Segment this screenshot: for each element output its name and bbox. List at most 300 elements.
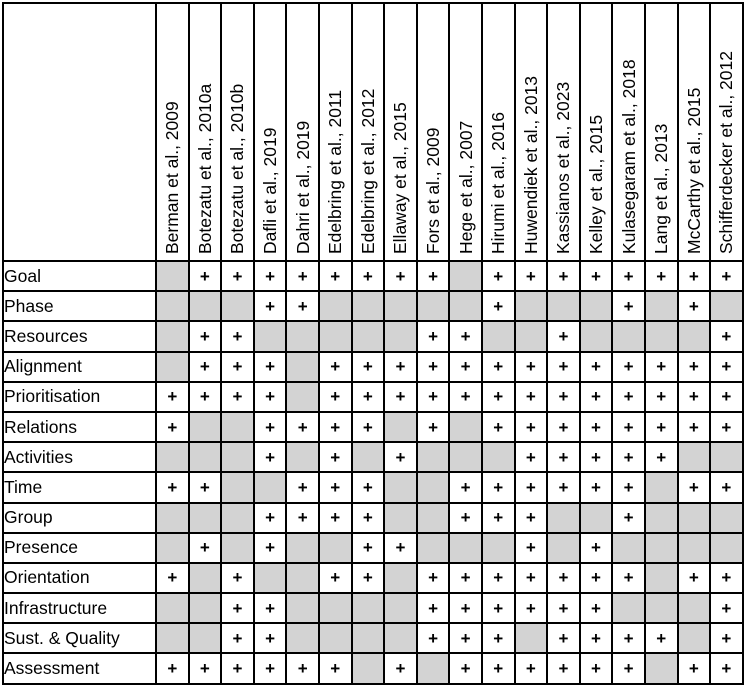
feature-absent-cell	[547, 503, 580, 533]
feature-present-cell: +	[417, 352, 450, 382]
row-label: Infrastructure	[3, 593, 156, 623]
feature-present-cell: +	[352, 412, 385, 442]
column-header	[580, 3, 613, 261]
feature-absent-cell	[319, 321, 352, 351]
column-header-label: Fors et al., 2009	[423, 127, 444, 254]
column-header	[547, 3, 580, 261]
feature-present-cell: +	[612, 412, 645, 442]
feature-present-cell: +	[319, 442, 352, 472]
feature-absent-cell	[156, 291, 189, 321]
feature-present-cell: +	[221, 593, 254, 623]
feature-present-cell: +	[612, 623, 645, 653]
feature-present-cell: +	[645, 352, 678, 382]
feature-absent-cell	[286, 593, 319, 623]
row-label: Resources	[3, 321, 156, 351]
column-header-label: Dafli et al., 2019	[260, 127, 281, 254]
feature-present-cell: +	[221, 382, 254, 412]
feature-present-cell: +	[384, 382, 417, 412]
feature-absent-cell	[515, 291, 548, 321]
feature-present-cell: +	[254, 593, 287, 623]
feature-absent-cell	[286, 382, 319, 412]
column-header-row	[3, 3, 743, 261]
feature-absent-cell	[286, 352, 319, 382]
feature-present-cell: +	[417, 412, 450, 442]
feature-present-cell: +	[189, 382, 222, 412]
feature-present-cell: +	[449, 472, 482, 502]
feature-present-cell: +	[515, 503, 548, 533]
feature-present-cell: +	[221, 321, 254, 351]
feature-present-cell: +	[417, 593, 450, 623]
feature-absent-cell	[286, 321, 319, 351]
feature-present-cell: +	[352, 533, 385, 563]
feature-present-cell: +	[449, 352, 482, 382]
feature-present-cell: +	[482, 352, 515, 382]
feature-present-cell: +	[515, 382, 548, 412]
feature-absent-cell	[612, 321, 645, 351]
feature-absent-cell	[286, 563, 319, 593]
column-header-label: Botezatu et al., 2010a	[194, 83, 215, 254]
row-label: Assessment	[3, 653, 156, 683]
feature-present-cell: +	[221, 653, 254, 683]
feature-present-cell: +	[580, 442, 613, 472]
feature-absent-cell	[449, 533, 482, 563]
feature-present-cell: +	[254, 352, 287, 382]
feature-absent-cell	[678, 593, 711, 623]
feature-absent-cell	[221, 412, 254, 442]
feature-present-cell: +	[449, 321, 482, 351]
feature-absent-cell	[710, 291, 743, 321]
feature-present-cell: +	[547, 382, 580, 412]
feature-absent-cell	[384, 291, 417, 321]
feature-present-cell: +	[156, 653, 189, 683]
feature-present-cell: +	[319, 352, 352, 382]
feature-present-cell: +	[286, 261, 319, 291]
feature-absent-cell	[189, 291, 222, 321]
feature-present-cell: +	[482, 653, 515, 683]
feature-absent-cell	[417, 472, 450, 502]
feature-present-cell: +	[319, 412, 352, 442]
feature-present-cell: +	[547, 563, 580, 593]
column-header-label: Kassianos et al., 2023	[553, 81, 574, 254]
table-row	[3, 261, 743, 291]
feature-present-cell: +	[254, 291, 287, 321]
feature-absent-cell	[710, 533, 743, 563]
feature-present-cell: +	[417, 563, 450, 593]
feature-present-cell: +	[221, 563, 254, 593]
feature-present-cell: +	[449, 653, 482, 683]
feature-present-cell: +	[645, 442, 678, 472]
feature-present-cell: +	[449, 563, 482, 593]
feature-present-cell: +	[547, 261, 580, 291]
feature-absent-cell	[482, 533, 515, 563]
feature-absent-cell	[580, 503, 613, 533]
feature-absent-cell	[286, 533, 319, 563]
column-header	[515, 3, 548, 261]
feature-present-cell: +	[547, 321, 580, 351]
column-header-label: Ellaway et al., 2015	[390, 102, 411, 254]
feature-present-cell: +	[547, 472, 580, 502]
column-header-label: Dahri et al., 2019	[292, 120, 313, 254]
feature-absent-cell	[189, 412, 222, 442]
column-header	[352, 3, 385, 261]
feature-present-cell: +	[449, 593, 482, 623]
feature-present-cell: +	[319, 653, 352, 683]
feature-absent-cell	[319, 291, 352, 321]
feature-present-cell: +	[221, 261, 254, 291]
feature-absent-cell	[286, 442, 319, 472]
feature-present-cell: +	[710, 352, 743, 382]
feature-present-cell: +	[286, 653, 319, 683]
feature-absent-cell	[384, 472, 417, 502]
feature-present-cell: +	[678, 472, 711, 502]
feature-absent-cell	[352, 291, 385, 321]
feature-absent-cell	[645, 563, 678, 593]
table-row	[3, 412, 743, 442]
feature-present-cell: +	[384, 533, 417, 563]
table-row	[3, 472, 743, 502]
table-row	[3, 623, 743, 653]
column-header-label: Huwendiek et al., 2013	[520, 75, 541, 254]
feature-absent-cell	[254, 563, 287, 593]
feature-present-cell: +	[710, 412, 743, 442]
feature-present-cell: +	[189, 472, 222, 502]
feature-absent-cell	[482, 321, 515, 351]
feature-present-cell: +	[221, 623, 254, 653]
feature-present-cell: +	[352, 352, 385, 382]
feature-absent-cell	[580, 291, 613, 321]
table-row	[3, 321, 743, 351]
feature-present-cell: +	[710, 261, 743, 291]
feature-absent-cell	[189, 593, 222, 623]
feature-present-cell: +	[417, 382, 450, 412]
feature-absent-cell	[417, 503, 450, 533]
column-header-label: Botezatu et al., 2010b	[227, 83, 248, 254]
column-header	[417, 3, 450, 261]
feature-present-cell: +	[286, 472, 319, 502]
feature-absent-cell	[678, 321, 711, 351]
feature-absent-cell	[710, 503, 743, 533]
feature-present-cell: +	[678, 382, 711, 412]
feature-absent-cell	[352, 623, 385, 653]
feature-present-cell: +	[254, 261, 287, 291]
feature-present-cell: +	[254, 442, 287, 472]
study-feature-matrix	[2, 2, 744, 685]
table-row	[3, 352, 743, 382]
feature-absent-cell	[156, 352, 189, 382]
feature-absent-cell	[189, 563, 222, 593]
feature-present-cell: +	[286, 412, 319, 442]
feature-absent-cell	[515, 623, 548, 653]
feature-absent-cell	[156, 503, 189, 533]
row-label: Prioritisation	[3, 382, 156, 412]
feature-absent-cell	[547, 291, 580, 321]
feature-present-cell: +	[482, 563, 515, 593]
feature-present-cell: +	[580, 593, 613, 623]
feature-absent-cell	[156, 623, 189, 653]
feature-present-cell: +	[189, 352, 222, 382]
feature-absent-cell	[384, 593, 417, 623]
feature-absent-cell	[156, 533, 189, 563]
feature-present-cell: +	[580, 653, 613, 683]
column-header-label: McCarthy et al., 2015	[683, 87, 704, 254]
feature-present-cell: +	[319, 503, 352, 533]
feature-present-cell: +	[515, 653, 548, 683]
feature-present-cell: +	[156, 472, 189, 502]
feature-absent-cell	[449, 442, 482, 472]
feature-present-cell: +	[286, 503, 319, 533]
column-header	[645, 3, 678, 261]
feature-present-cell: +	[580, 623, 613, 653]
feature-present-cell: +	[580, 533, 613, 563]
feature-absent-cell	[678, 533, 711, 563]
feature-present-cell: +	[580, 261, 613, 291]
feature-present-cell: +	[286, 291, 319, 321]
feature-present-cell: +	[156, 382, 189, 412]
feature-absent-cell	[156, 442, 189, 472]
feature-absent-cell	[612, 593, 645, 623]
feature-absent-cell	[417, 442, 450, 472]
column-header-label: Edelbring et al., 2011	[325, 89, 346, 254]
feature-absent-cell	[515, 321, 548, 351]
feature-present-cell: +	[189, 261, 222, 291]
feature-present-cell: +	[221, 352, 254, 382]
feature-absent-cell	[319, 593, 352, 623]
feature-present-cell: +	[515, 472, 548, 502]
feature-absent-cell	[645, 653, 678, 683]
feature-present-cell: +	[612, 291, 645, 321]
feature-present-cell: +	[352, 472, 385, 502]
column-header-label: Hege et al., 2007	[455, 120, 476, 254]
row-label: Goal	[3, 261, 156, 291]
feature-absent-cell	[645, 291, 678, 321]
feature-absent-cell	[645, 593, 678, 623]
feature-present-cell: +	[156, 412, 189, 442]
feature-present-cell: +	[449, 503, 482, 533]
feature-present-cell: +	[352, 261, 385, 291]
feature-absent-cell	[384, 623, 417, 653]
table-row	[3, 442, 743, 472]
feature-present-cell: +	[580, 563, 613, 593]
table-row	[3, 653, 743, 683]
feature-present-cell: +	[449, 623, 482, 653]
feature-present-cell: +	[384, 653, 417, 683]
feature-present-cell: +	[254, 533, 287, 563]
feature-present-cell: +	[515, 412, 548, 442]
feature-present-cell: +	[352, 503, 385, 533]
column-header	[286, 3, 319, 261]
feature-present-cell: +	[580, 352, 613, 382]
row-label: Orientation	[3, 563, 156, 593]
feature-present-cell: +	[612, 261, 645, 291]
feature-absent-cell	[384, 503, 417, 533]
feature-present-cell: +	[254, 382, 287, 412]
feature-present-cell: +	[612, 472, 645, 502]
feature-present-cell: +	[482, 382, 515, 412]
feature-absent-cell	[612, 533, 645, 563]
feature-absent-cell	[678, 503, 711, 533]
feature-absent-cell	[319, 533, 352, 563]
feature-present-cell: +	[319, 472, 352, 502]
feature-absent-cell	[254, 472, 287, 502]
feature-absent-cell	[645, 533, 678, 563]
feature-absent-cell	[352, 442, 385, 472]
feature-present-cell: +	[547, 623, 580, 653]
row-label: Alignment	[3, 352, 156, 382]
feature-present-cell: +	[612, 382, 645, 412]
row-label: Group	[3, 503, 156, 533]
feature-absent-cell	[189, 442, 222, 472]
feature-present-cell: +	[319, 563, 352, 593]
feature-present-cell: +	[482, 503, 515, 533]
column-header	[319, 3, 352, 261]
feature-absent-cell	[319, 623, 352, 653]
feature-present-cell: +	[254, 623, 287, 653]
feature-present-cell: +	[612, 653, 645, 683]
feature-present-cell: +	[189, 653, 222, 683]
feature-present-cell: +	[678, 412, 711, 442]
feature-present-cell: +	[710, 593, 743, 623]
feature-present-cell: +	[678, 563, 711, 593]
feature-present-cell: +	[612, 563, 645, 593]
feature-present-cell: +	[710, 382, 743, 412]
feature-absent-cell	[352, 321, 385, 351]
feature-present-cell: +	[710, 321, 743, 351]
row-label: Time	[3, 472, 156, 502]
table-row	[3, 291, 743, 321]
column-header	[710, 3, 743, 261]
column-header-label: Edelbring et al., 2012	[357, 88, 378, 254]
feature-present-cell: +	[189, 321, 222, 351]
column-header-label: Hirumi et al., 2016	[488, 111, 509, 254]
feature-absent-cell	[384, 563, 417, 593]
feature-present-cell: +	[515, 442, 548, 472]
feature-absent-cell	[156, 261, 189, 291]
table-row	[3, 563, 743, 593]
column-header-label: Berman et al., 2009	[162, 101, 183, 254]
feature-present-cell: +	[352, 563, 385, 593]
column-header	[449, 3, 482, 261]
column-header-label: Lang et al., 2013	[651, 123, 672, 254]
feature-present-cell: +	[254, 653, 287, 683]
table-row	[3, 533, 743, 563]
table-row	[3, 503, 743, 533]
feature-present-cell: +	[482, 623, 515, 653]
feature-absent-cell	[221, 503, 254, 533]
feature-present-cell: +	[645, 261, 678, 291]
corner-cell	[3, 3, 156, 261]
feature-absent-cell	[221, 291, 254, 321]
feature-present-cell: +	[189, 533, 222, 563]
column-header	[189, 3, 222, 261]
column-header	[384, 3, 417, 261]
feature-present-cell: +	[547, 352, 580, 382]
feature-absent-cell	[156, 593, 189, 623]
feature-present-cell: +	[612, 352, 645, 382]
feature-absent-cell	[645, 321, 678, 351]
column-header	[156, 3, 189, 261]
feature-absent-cell	[710, 442, 743, 472]
feature-present-cell: +	[384, 442, 417, 472]
feature-present-cell: +	[710, 623, 743, 653]
feature-present-cell: +	[515, 261, 548, 291]
feature-absent-cell	[547, 533, 580, 563]
feature-present-cell: +	[254, 412, 287, 442]
feature-present-cell: +	[417, 321, 450, 351]
feature-present-cell: +	[580, 412, 613, 442]
feature-absent-cell	[482, 442, 515, 472]
feature-absent-cell	[352, 653, 385, 683]
feature-absent-cell	[449, 412, 482, 442]
feature-present-cell: +	[580, 382, 613, 412]
feature-absent-cell	[417, 291, 450, 321]
feature-absent-cell	[384, 412, 417, 442]
feature-present-cell: +	[515, 593, 548, 623]
feature-present-cell: +	[482, 593, 515, 623]
feature-present-cell: +	[710, 563, 743, 593]
feature-absent-cell	[384, 321, 417, 351]
feature-absent-cell	[645, 472, 678, 502]
table-body	[3, 261, 743, 684]
feature-absent-cell	[678, 623, 711, 653]
feature-present-cell: +	[319, 382, 352, 412]
feature-present-cell: +	[678, 291, 711, 321]
feature-present-cell: +	[612, 503, 645, 533]
feature-present-cell: +	[515, 352, 548, 382]
feature-absent-cell	[189, 503, 222, 533]
row-label: Presence	[3, 533, 156, 563]
column-header	[678, 3, 711, 261]
feature-present-cell: +	[384, 352, 417, 382]
feature-present-cell: +	[710, 472, 743, 502]
feature-present-cell: +	[254, 503, 287, 533]
feature-absent-cell	[449, 291, 482, 321]
feature-present-cell: +	[319, 261, 352, 291]
feature-present-cell: +	[482, 412, 515, 442]
feature-absent-cell	[645, 503, 678, 533]
row-label: Relations	[3, 412, 156, 442]
column-header-label: Kulasegaram et al., 2018	[618, 59, 639, 254]
feature-absent-cell	[221, 472, 254, 502]
feature-absent-cell	[417, 653, 450, 683]
feature-present-cell: +	[645, 382, 678, 412]
feature-absent-cell	[189, 623, 222, 653]
feature-present-cell: +	[156, 563, 189, 593]
column-header	[221, 3, 254, 261]
feature-present-cell: +	[645, 412, 678, 442]
feature-present-cell: +	[515, 563, 548, 593]
feature-present-cell: +	[482, 261, 515, 291]
feature-absent-cell	[221, 442, 254, 472]
feature-present-cell: +	[515, 533, 548, 563]
feature-present-cell: +	[352, 382, 385, 412]
table-row	[3, 593, 743, 623]
row-label: Phase	[3, 291, 156, 321]
column-header-label: Kelley et al., 2015	[586, 114, 607, 254]
feature-absent-cell	[221, 533, 254, 563]
feature-absent-cell	[254, 321, 287, 351]
feature-present-cell: +	[384, 261, 417, 291]
column-header-label: Schifferdecker et al., 2012	[716, 51, 737, 254]
feature-present-cell: +	[710, 653, 743, 683]
row-label: Sust. & Quality	[3, 623, 156, 653]
feature-present-cell: +	[417, 623, 450, 653]
feature-present-cell: +	[678, 653, 711, 683]
feature-absent-cell	[449, 261, 482, 291]
feature-absent-cell	[156, 321, 189, 351]
feature-absent-cell	[580, 321, 613, 351]
column-header	[612, 3, 645, 261]
feature-present-cell: +	[678, 352, 711, 382]
